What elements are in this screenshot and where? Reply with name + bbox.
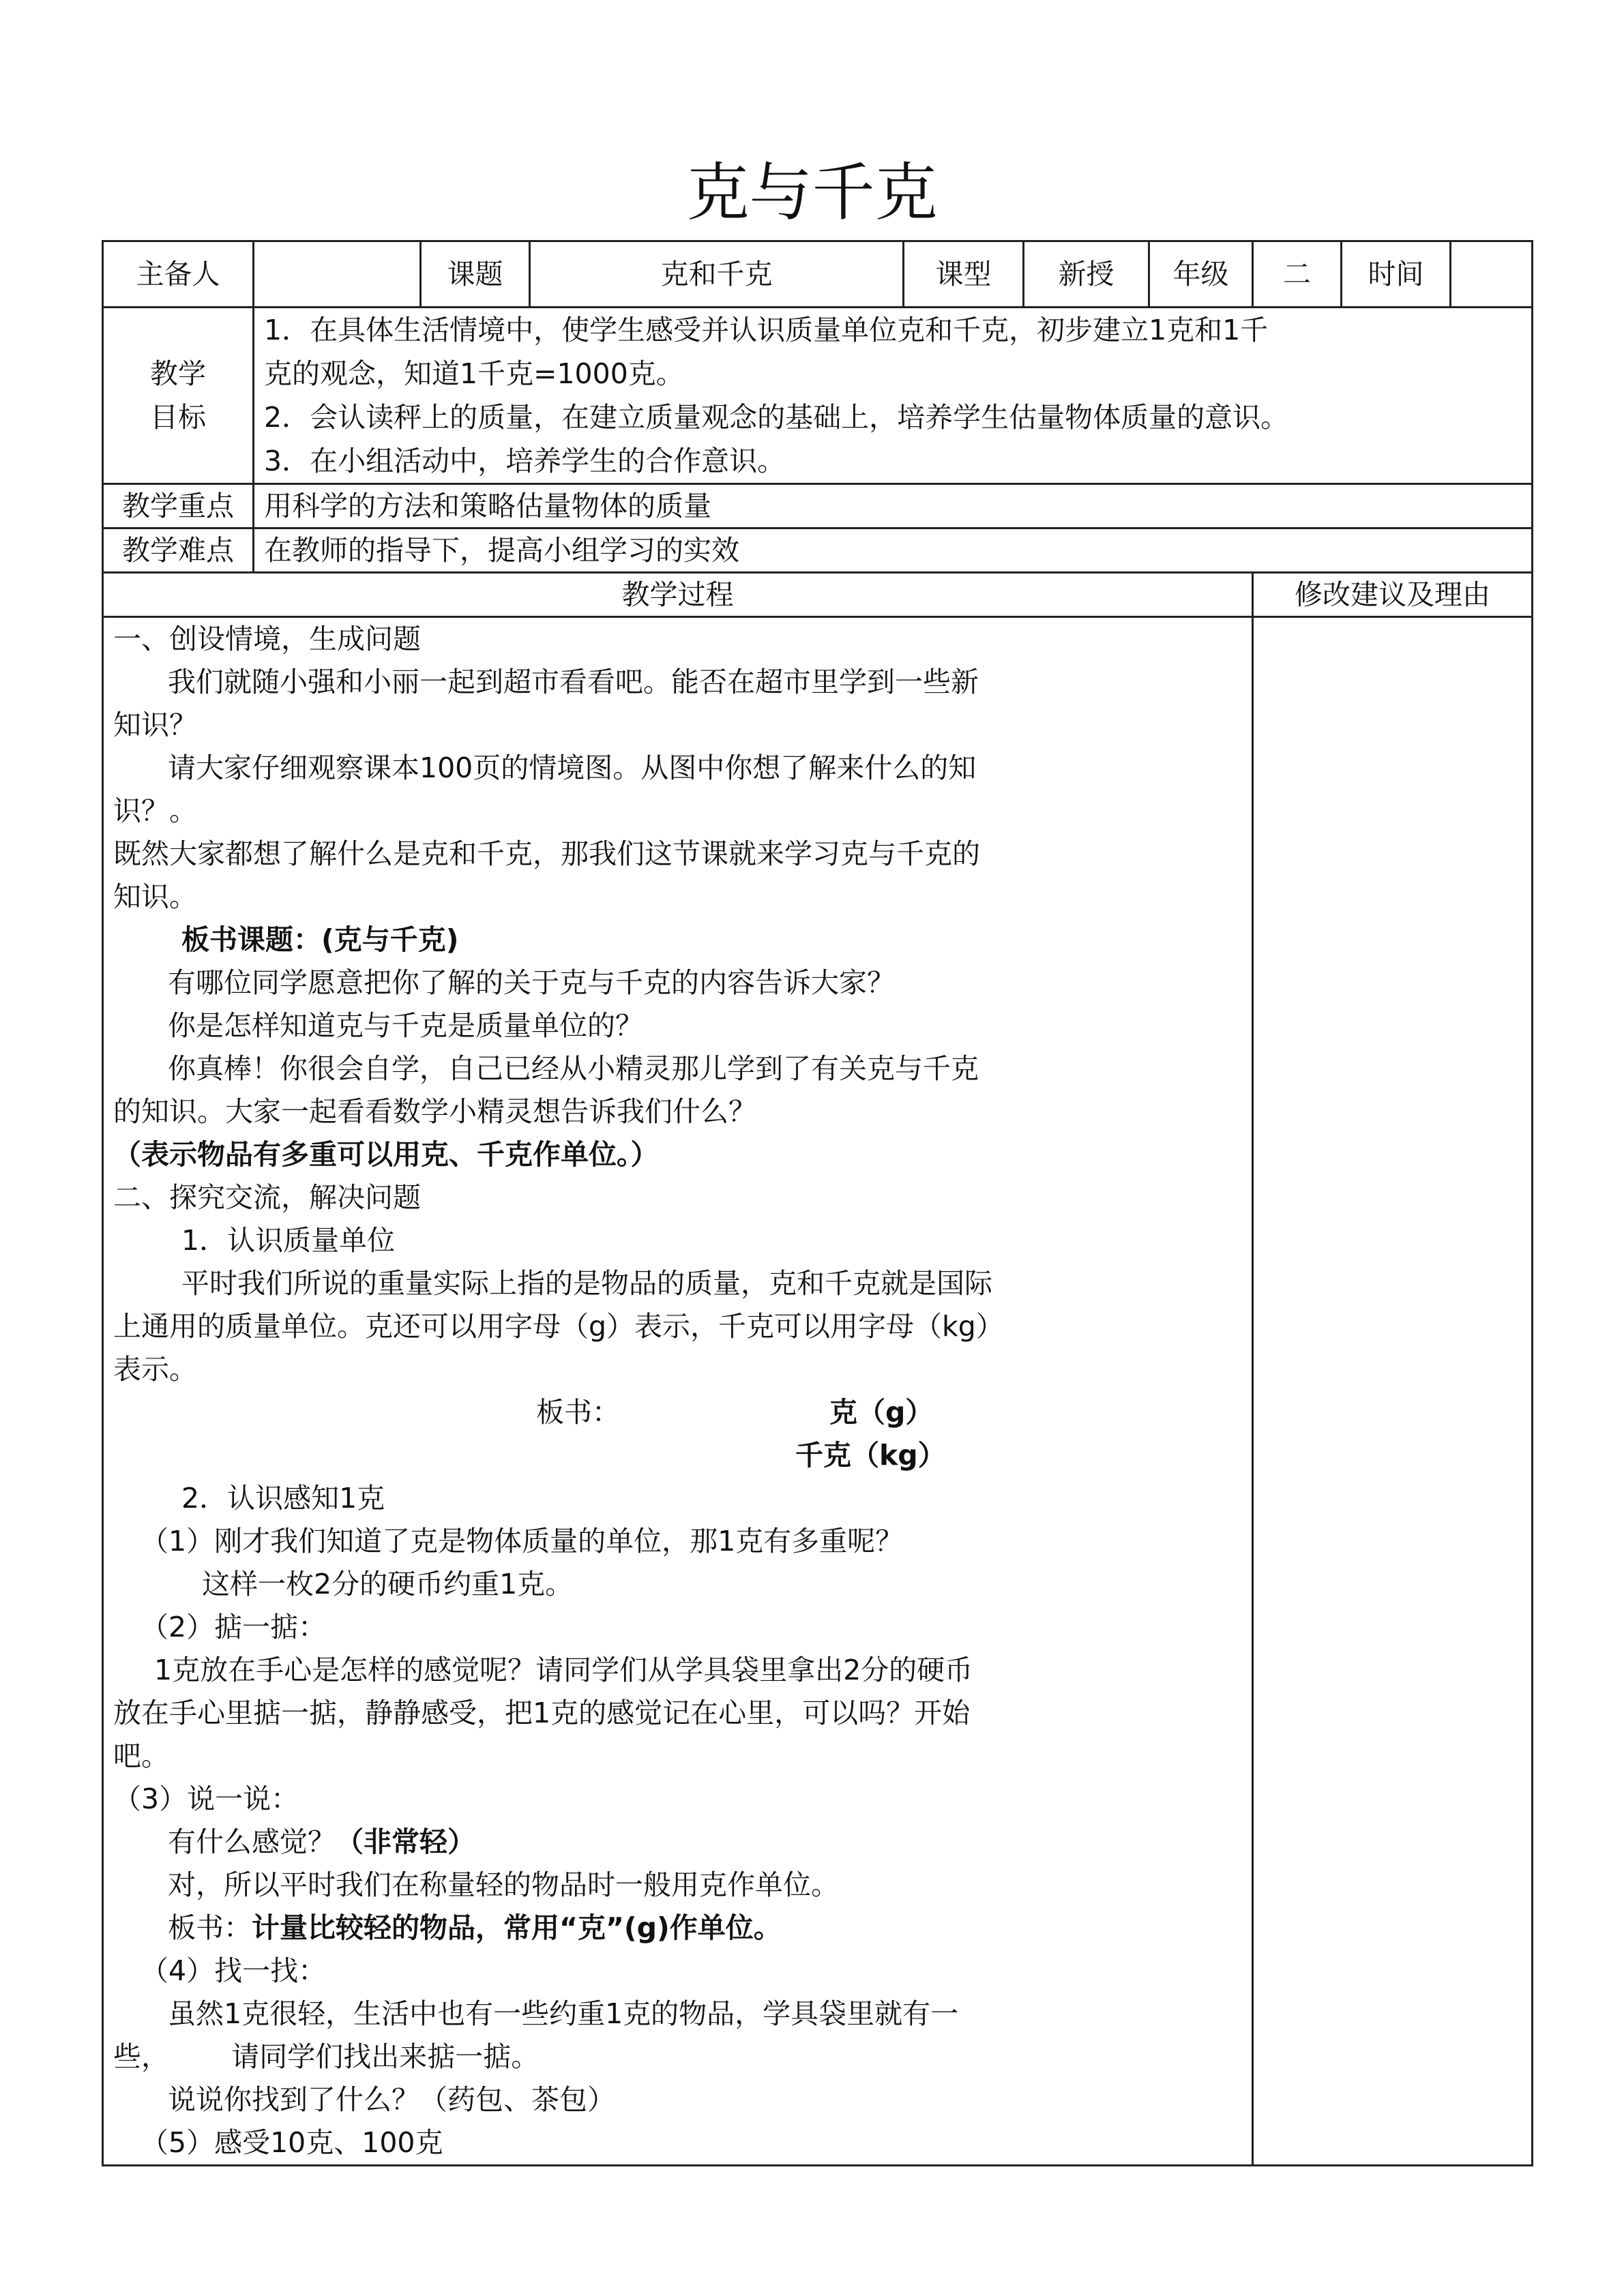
process-label: 教学过程 [103,573,1253,617]
process-line: （4）找一找： [141,1954,327,1987]
process-line: 些， 请同学们找出来掂一掂。 [113,2040,540,2073]
time-value [1451,241,1533,308]
answer-text: （非常轻） [336,1825,475,1858]
board-units-row-2 [113,1434,1242,1477]
goals-row [103,308,1533,484]
revision-label: 修改建议及理由 [1253,573,1533,617]
process-line: 对，所以平时我们在称量轻的物品时一般用克作单位。 [168,1868,839,1901]
type-value: 新授 [1024,241,1149,308]
process-line: 有哪位同学愿意把你了解的关于克与千克的内容告诉大家？ [168,966,895,999]
board-prefix: 板书： [168,1911,252,1944]
process-line: 我们就随小强和小丽一起到超市看看吧。能否在超市里学到一些新 [168,666,979,698]
process-line: 1克放在手心是怎样的感觉呢？请同学们从学具袋里拿出2分的硬币 [154,1654,973,1686]
board-units-row [113,1391,1242,1434]
process-line: 上通用的质量单位。克还可以用字母（g）表示，千克可以用字母（kg） [113,1310,1004,1343]
process-line-bold: （表示物品有多重可以用克、千克作单位。） [113,1138,659,1171]
goal-line: 3．在小组活动中，培养学生的合作意识。 [264,445,786,477]
type-label: 课型 [904,241,1024,308]
process-line: 知识？ [113,709,197,741]
goal-line: 克的观念，知道1千克=1000克。 [264,357,684,390]
difficulty-value: 在教师的指导下，提高小组学习的实效 [254,528,1533,573]
board-label: 板书： [536,1396,620,1429]
goals-label-line2: 目标 [150,401,206,434]
goals-label-line1: 教学 [150,357,206,390]
process-line: 放在手心里掂一掂，静静感受，把1克的感觉记在心里，可以吗？开始 [113,1697,971,1729]
grade-value: 二 [1253,241,1342,308]
topic-value: 克和千克 [530,241,904,308]
goal-line: 2．会认读秤上的质量，在建立质量观念的基础上，培养学生估量物体质量的意识。 [264,401,1289,434]
process-line: （2）掂一掂： [141,1611,327,1643]
board-topic-line: 板书课题：(克与千克) [181,923,459,956]
section-heading: 二、探究交流，解决问题 [113,1181,421,1214]
process-line: 知识。 [113,880,197,913]
time-label: 时间 [1342,241,1451,308]
topic-label: 课题 [421,241,530,308]
document-title: 克与千克 [686,156,938,229]
process-body-row [103,617,1533,2166]
key-point-row [103,484,1533,528]
subsection-heading: 2．认识感知1克 [181,1482,385,1515]
process-line: 虽然1克很轻，生活中也有一些约重1克的物品，学具袋里就有一 [168,1997,959,2030]
revision-content [1253,617,1533,2166]
process-line: 这样一枚2分的硬币约重1克。 [202,1568,574,1600]
board-gram: 克（g） [829,1396,934,1429]
subsection-heading: 1．认识质量单位 [181,1224,396,1257]
process-line: 你是怎样知道克与千克是质量单位的？ [168,1009,643,1042]
goal-line: 1．在具体生活情境中，使学生感受并认识质量单位克和千克，初步建立1克和1千 [264,314,1269,346]
process-line: 请大家仔细观察课本100页的情境图。从图中你想了解来什么的知 [168,751,977,784]
key-point-label: 教学重点 [103,484,254,528]
process-line: 识？。 [113,794,197,827]
board-text: 计量比较轻的物品，常用“克”(g)作单位。 [252,1911,782,1944]
process-line [113,1907,1242,1950]
header-row [103,241,1533,308]
key-point-value: 用科学的方法和策略估量物体的质量 [254,484,1533,528]
preparer-value [254,241,421,308]
process-line: （3）说一说： [113,1783,299,1815]
process-line: 你真棒！你很会自学，自己已经从小精灵那儿学到了有关克与千克 [168,1052,979,1085]
difficulty-row [103,528,1533,573]
goals-label [103,308,254,484]
process-header-row [103,573,1533,617]
process-line: （1）刚才我们知道了克是物体质量的单位，那1克有多重呢？ [141,1525,904,1557]
board-kilogram: 千克（kg） [795,1439,946,1472]
section-heading: 一、创设情境，生成问题 [113,623,421,655]
process-content [103,617,1253,2166]
lesson-plan-table [102,240,1533,2166]
process-line: 既然大家都想了解什么是克和千克，那我们这节课就来学习克与千克的 [113,837,980,870]
process-line: 平时我们所说的重量实际上指的是物品的质量，克和千克就是国际 [181,1267,992,1300]
process-line [113,1821,1242,1864]
process-line: 表示。 [113,1353,197,1386]
process-line: （5）感受10克、100克 [141,2126,443,2159]
goals-content [254,308,1533,484]
preparer-label: 主备人 [103,241,254,308]
process-line: 说说你找到了什么？（药包、茶包） [168,2083,615,2116]
process-line: 吧。 [113,1740,169,1772]
difficulty-label: 教学难点 [103,528,254,573]
grade-label: 年级 [1149,241,1253,308]
process-line: 的知识。大家一起看看数学小精灵想告诉我们什么？ [113,1095,756,1128]
question-text: 有什么感觉？ [168,1825,336,1858]
